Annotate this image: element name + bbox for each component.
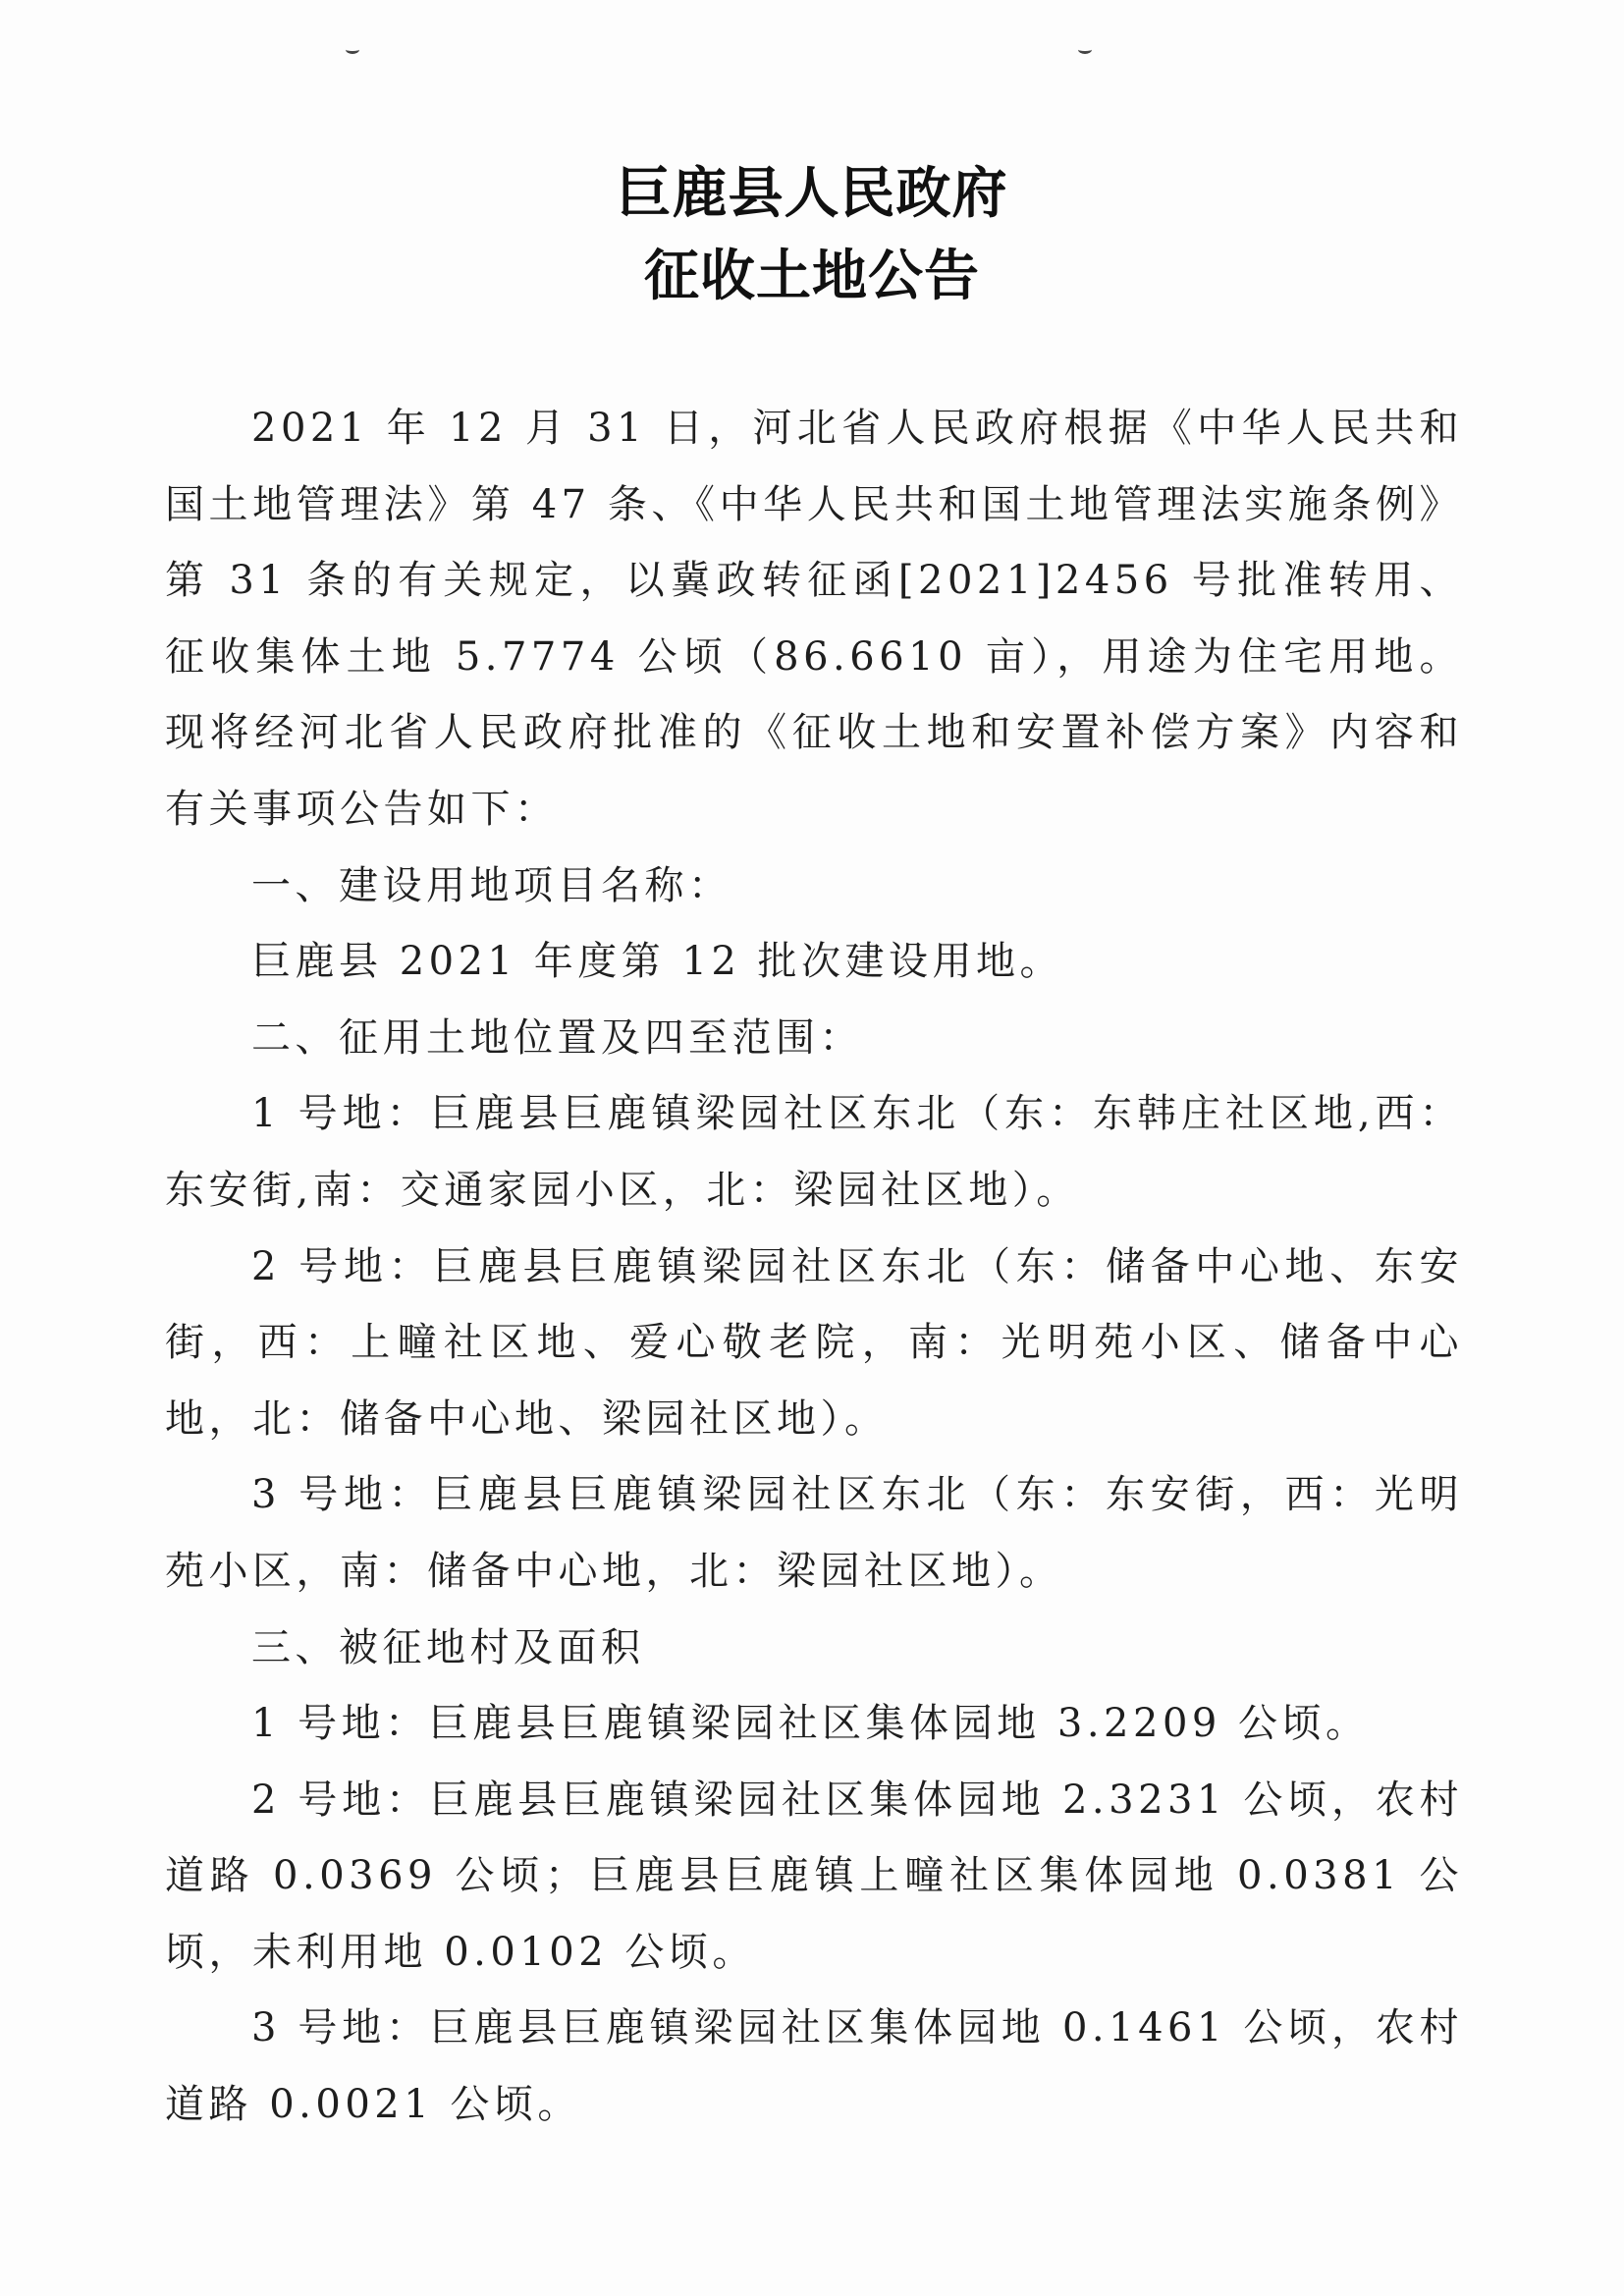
section-2-heading: 二、征用土地位置及四至范围：: [251, 1014, 863, 1061]
parcel-3-location-paragraph: 3 号地：巨鹿县巨鹿镇梁园社区东北（东：东安街，西：光明苑小区，南：储备中心地，北：梁园社区地）。: [165, 1472, 1463, 1594]
document-title-line-2: 征收土地公告: [644, 245, 980, 308]
parcel-1-area-paragraph: 1 号地：巨鹿县巨鹿镇梁园社区集体园地 3.2209 公顷。: [251, 1701, 1370, 1747]
document-body: [165, 391, 1463, 2144]
section-3-heading: 三、被征地村及面积: [251, 1624, 645, 1670]
parcel-2-area-paragraph: 2 号地：巨鹿县巨鹿镇梁园社区集体园地 2.3231 公顷，农村道路 0.0369 公顷；巨鹿县巨鹿镇上疃社区集体园地 0.0381 公顷，未利用地 0.0102 公顷。: [165, 1777, 1463, 1975]
section-1-heading: 一、建设用地项目名称：: [251, 862, 732, 908]
document-title-line-1: 巨鹿县人民政府: [616, 162, 1008, 226]
scan-mark-right: [1078, 45, 1092, 54]
parcel-1-location-paragraph: 1 号地：巨鹿县巨鹿镇梁园社区东北（东：东韩庄社区地,西：东安街,南：交通家园小区，北：梁园社区地）。: [165, 1091, 1463, 1213]
project-name-paragraph: 巨鹿县 2021 年度第 12 批次建设用地。: [251, 939, 1064, 985]
parcel-3-area-paragraph: 3 号地：巨鹿县巨鹿镇梁园社区集体园地 0.1461 公顷，农村道路 0.0021 公顷。: [165, 2005, 1463, 2128]
intro-paragraph: 2021 年 12 月 31 日，河北省人民政府根据《中华人民共和国土地管理法》第 47 条、《中华人民共和国土地管理法实施条例》第 31 条的有关规定，以冀政转征函[2021]2456 号批准转用、征收集体土地 5.7774 公顷（86.6610 亩），用途为住宅用地。现将经河北省人民政府批准的《征收土地和安置补偿方案》内容和有关事项公告如下：: [165, 406, 1463, 832]
scan-mark-left: [346, 45, 359, 54]
parcel-2-location-paragraph: 2 号地：巨鹿县巨鹿镇梁园社区东北（东：储备中心地、东安街，西：上疃社区地、爱心敬老院，南：光明苑小区、储备中心地，北：储备中心地、梁园社区地）。: [165, 1243, 1463, 1442]
